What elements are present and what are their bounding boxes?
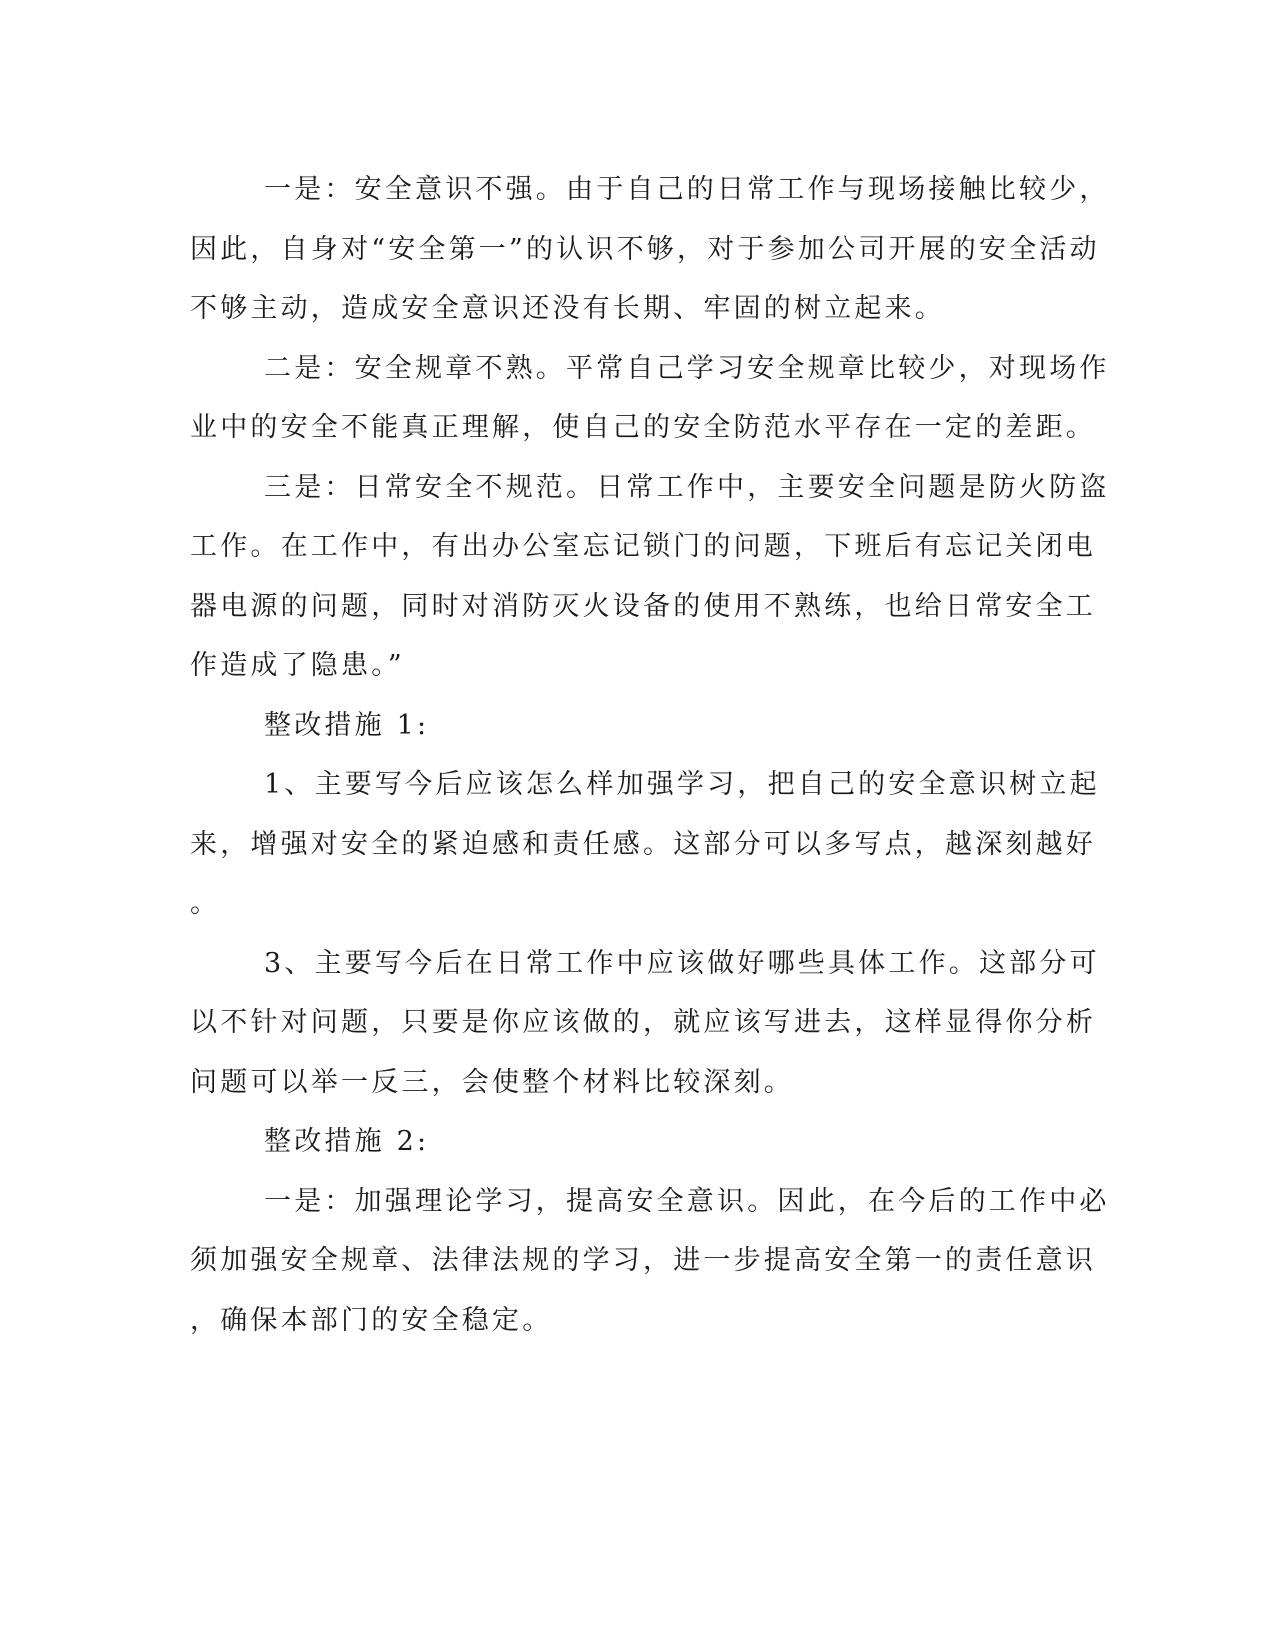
paragraph-measure-1-item-1 — [190, 755, 1100, 934]
text-line: 作造成了隐患。” — [190, 650, 405, 681]
text-line: 一是：安全意识不强。由于自己的日常工作与现场接触比较少， — [264, 174, 1110, 205]
paragraph-measure-2-item-1 — [190, 1172, 1110, 1351]
text-line: 来，增强对安全的紧迫感和责任感。这部分可以多写点，越深刻越好 — [190, 828, 1096, 860]
text-line: 整改措施 2: — [264, 1126, 430, 1157]
text-line: 三是：日常安全不规范。日常工作中，主要安全问题是防火防盗 — [264, 471, 1110, 503]
text-line: 。 — [190, 888, 221, 919]
heading-measures-2 — [190, 1112, 1080, 1172]
text-line: 以不针对问题，只要是你应该做的，就应该写进去，这样显得你分析 — [190, 1007, 1096, 1038]
text-line: 3、主要写今后在日常工作中应该做好哪些具体工作。这部分可 — [264, 947, 1100, 979]
text-line: 1、主要写今后应该怎么样加强学习，把自己的安全意识树立起 — [264, 769, 1100, 800]
text-line: 不够主动，造成安全意识还没有长期、牢固的树立起来。 — [190, 293, 945, 324]
document-body — [190, 160, 1110, 1350]
text-line: 须加强安全规章、法律法规的学习，进一步提高安全第一的责任意识 — [190, 1245, 1096, 1276]
text-line: 二是：安全规章不熟。平常自己学习安全规章比较少，对现场作 — [264, 352, 1110, 384]
text-line: 因此，自身对“安全第一”的认识不够，对于参加公司开展的安全活动 — [190, 233, 1100, 265]
paragraph-safety-rules — [190, 339, 1110, 458]
text-line: 业中的安全不能真正理解，使自己的安全防范水平存在一定的差距。 — [190, 412, 1096, 443]
paragraph-measure-1-item-3 — [190, 934, 1100, 1113]
text-line: 问题可以举一反三，会使整个材料比较深刻。 — [190, 1066, 794, 1098]
text-line: 一是：加强理论学习，提高安全意识。因此，在今后的工作中必 — [264, 1185, 1110, 1217]
paragraph-safety-awareness — [190, 160, 1110, 339]
text-line: 器电源的问题，同时对消防灭火设备的使用不熟练，也给日常安全工 — [190, 590, 1096, 622]
heading-measures-1 — [190, 696, 1080, 756]
text-line: 整改措施 1: — [264, 709, 430, 741]
text-line: 工作。在工作中，有出办公室忘记锁门的问题，下班后有忘记关闭电 — [190, 531, 1096, 562]
paragraph-daily-safety — [190, 458, 1110, 696]
text-line: ，确保本部门的安全稳定。 — [190, 1304, 553, 1336]
